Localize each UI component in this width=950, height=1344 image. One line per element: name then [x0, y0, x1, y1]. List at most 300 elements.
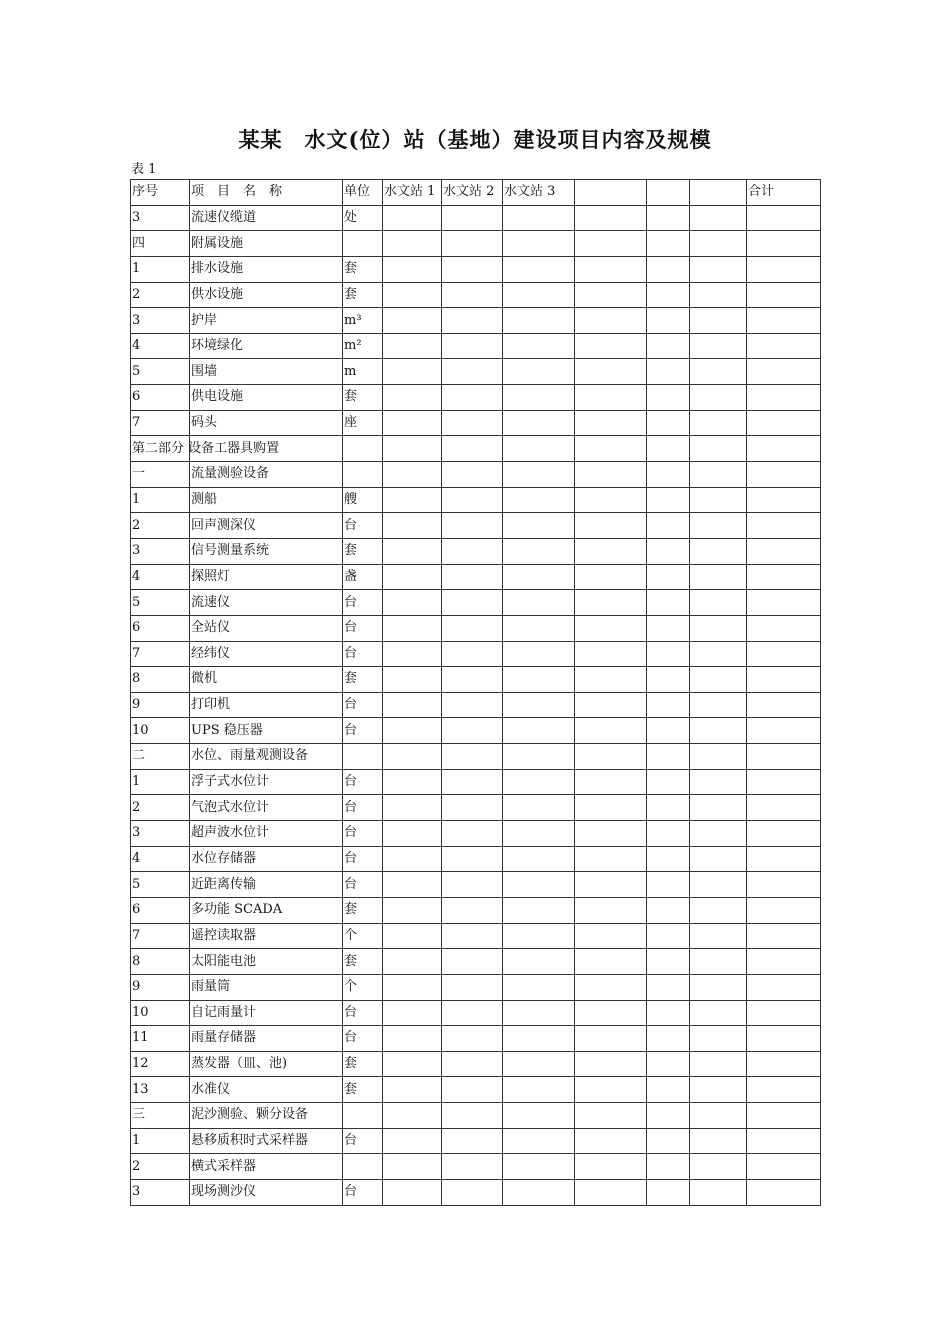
row-empty-cell	[690, 821, 747, 847]
row-index-cell: 6	[131, 385, 190, 411]
row-empty-cell	[575, 513, 647, 539]
row-empty-cell	[383, 744, 442, 770]
row-empty-cell	[442, 1128, 503, 1154]
row-name-cell: 水位存储器	[190, 846, 343, 872]
row-empty-cell	[690, 769, 747, 795]
row-empty-cell	[747, 1026, 821, 1052]
row-empty-cell	[690, 462, 747, 488]
row-empty-cell	[503, 1077, 575, 1103]
row-name-cell: 自记雨量计	[190, 1000, 343, 1026]
table-row	[131, 487, 821, 513]
table-row	[131, 1026, 821, 1052]
row-empty-cell	[383, 872, 442, 898]
row-empty-cell	[647, 667, 690, 693]
table-row	[131, 923, 821, 949]
header-cell-station-1: 水文站 1	[383, 180, 442, 206]
row-empty-cell	[647, 692, 690, 718]
table-row	[131, 1103, 821, 1129]
table-row	[131, 359, 821, 385]
row-empty-cell	[575, 333, 647, 359]
row-unit-cell: 套	[343, 1077, 383, 1103]
row-empty-cell	[690, 513, 747, 539]
row-empty-cell	[442, 692, 503, 718]
row-empty-cell	[442, 846, 503, 872]
row-index-cell: 7	[131, 410, 190, 436]
row-empty-cell	[575, 256, 647, 282]
row-empty-cell	[383, 1000, 442, 1026]
row-empty-cell	[690, 692, 747, 718]
row-empty-cell	[503, 641, 575, 667]
row-empty-cell	[747, 231, 821, 257]
row-empty-cell	[747, 1103, 821, 1129]
row-empty-cell	[647, 538, 690, 564]
row-index-cell: 1	[131, 1128, 190, 1154]
row-empty-cell	[383, 795, 442, 821]
row-empty-cell	[503, 795, 575, 821]
row-empty-cell	[383, 333, 442, 359]
row-unit-cell: 盏	[343, 564, 383, 590]
row-empty-cell	[647, 872, 690, 898]
row-empty-cell	[503, 949, 575, 975]
row-empty-cell	[575, 744, 647, 770]
row-empty-cell	[690, 1128, 747, 1154]
row-empty-cell	[747, 359, 821, 385]
row-empty-cell	[647, 1103, 690, 1129]
row-empty-cell	[442, 590, 503, 616]
row-empty-cell	[647, 564, 690, 590]
row-empty-cell	[575, 615, 647, 641]
row-empty-cell	[575, 487, 647, 513]
row-empty-cell	[647, 256, 690, 282]
row-empty-cell	[383, 615, 442, 641]
row-index-cell: 10	[131, 1000, 190, 1026]
row-empty-cell	[503, 513, 575, 539]
row-empty-cell	[503, 1026, 575, 1052]
row-empty-cell	[690, 744, 747, 770]
row-empty-cell	[747, 590, 821, 616]
table-body	[131, 180, 821, 1206]
row-empty-cell	[747, 333, 821, 359]
row-empty-cell	[647, 897, 690, 923]
table-row	[131, 1051, 821, 1077]
row-index-cell: 三	[131, 1103, 190, 1129]
row-empty-cell	[503, 872, 575, 898]
row-empty-cell	[647, 821, 690, 847]
row-empty-cell	[747, 410, 821, 436]
row-empty-cell	[690, 282, 747, 308]
row-empty-cell	[747, 385, 821, 411]
row-empty-cell	[503, 667, 575, 693]
row-name-cell: 超声波水位计	[190, 821, 343, 847]
row-empty-cell	[575, 385, 647, 411]
row-empty-cell	[442, 974, 503, 1000]
row-index-cell: 8	[131, 667, 190, 693]
row-unit-cell: 套	[343, 949, 383, 975]
row-empty-cell	[647, 846, 690, 872]
header-cell-index: 序号	[131, 180, 190, 206]
table-row	[131, 538, 821, 564]
row-empty-cell	[503, 769, 575, 795]
row-index-cell: 6	[131, 615, 190, 641]
row-name-cell: 流速仪缆道	[190, 205, 343, 231]
row-empty-cell	[690, 385, 747, 411]
row-empty-cell	[503, 231, 575, 257]
row-index-cell: 3	[131, 205, 190, 231]
row-unit-cell: 艘	[343, 487, 383, 513]
row-empty-cell	[442, 513, 503, 539]
row-unit-cell: 套	[343, 667, 383, 693]
row-empty-cell	[383, 564, 442, 590]
row-empty-cell	[747, 641, 821, 667]
row-unit-cell: 套	[343, 256, 383, 282]
row-empty-cell	[575, 436, 647, 462]
row-empty-cell	[690, 949, 747, 975]
row-empty-cell	[575, 974, 647, 1000]
row-index-cell: 3	[131, 1179, 190, 1205]
row-empty-cell	[383, 256, 442, 282]
row-empty-cell	[747, 667, 821, 693]
row-empty-cell	[383, 1179, 442, 1205]
row-empty-cell	[575, 949, 647, 975]
row-empty-cell	[503, 718, 575, 744]
row-empty-cell	[442, 487, 503, 513]
row-name-cell: 遥控读取器	[190, 923, 343, 949]
row-empty-cell	[575, 1154, 647, 1180]
row-index-cell: 4	[131, 564, 190, 590]
row-empty-cell	[383, 308, 442, 334]
row-name-cell: 测船	[190, 487, 343, 513]
row-empty-cell	[647, 1179, 690, 1205]
row-index-cell: 3	[131, 308, 190, 334]
row-empty-cell	[690, 615, 747, 641]
row-empty-cell	[690, 205, 747, 231]
row-unit-cell: 台	[343, 513, 383, 539]
row-empty-cell	[690, 897, 747, 923]
project-table	[130, 179, 821, 1206]
row-empty-cell	[575, 1179, 647, 1205]
row-empty-cell	[503, 359, 575, 385]
row-empty-cell	[690, 256, 747, 282]
row-empty-cell	[690, 1000, 747, 1026]
row-empty-cell	[647, 333, 690, 359]
row-empty-cell	[575, 897, 647, 923]
row-name-cell: 供水设施	[190, 282, 343, 308]
row-name-cell: 气泡式水位计	[190, 795, 343, 821]
header-cell-station-3: 水文站 3	[503, 180, 575, 206]
row-name-cell: 悬移质积时式采样器	[190, 1128, 343, 1154]
row-empty-cell	[647, 1128, 690, 1154]
row-empty-cell	[747, 795, 821, 821]
row-index-cell: 11	[131, 1026, 190, 1052]
row-empty-cell	[503, 1154, 575, 1180]
row-empty-cell	[690, 641, 747, 667]
row-name-cell: 泥沙测验、颗分设备	[190, 1103, 343, 1129]
row-index-cell: 2	[131, 795, 190, 821]
row-empty-cell	[503, 564, 575, 590]
row-unit-cell: 台	[343, 1128, 383, 1154]
row-empty-cell	[383, 538, 442, 564]
row-empty-cell	[383, 821, 442, 847]
header-cell-blank	[647, 180, 690, 206]
row-empty-cell	[442, 1051, 503, 1077]
row-empty-cell	[690, 795, 747, 821]
table-row	[131, 333, 821, 359]
row-empty-cell	[442, 1000, 503, 1026]
table-row	[131, 564, 821, 590]
row-empty-cell	[575, 1051, 647, 1077]
row-empty-cell	[575, 872, 647, 898]
row-empty-cell	[647, 410, 690, 436]
table-row	[131, 385, 821, 411]
row-empty-cell	[690, 333, 747, 359]
row-name-cell: 探照灯	[190, 564, 343, 590]
header-cell-unit: 单位	[343, 180, 383, 206]
row-empty-cell	[575, 538, 647, 564]
row-unit-cell: m³	[343, 308, 383, 334]
row-empty-cell	[747, 1051, 821, 1077]
row-name-cell: 浮子式水位计	[190, 769, 343, 795]
row-empty-cell	[690, 872, 747, 898]
row-empty-cell	[647, 590, 690, 616]
row-empty-cell	[503, 590, 575, 616]
row-empty-cell	[503, 1000, 575, 1026]
row-empty-cell	[647, 769, 690, 795]
row-name-cell: 近距离传输	[190, 872, 343, 898]
row-empty-cell	[647, 308, 690, 334]
table-row	[131, 769, 821, 795]
row-name-cell: 雨量存储器	[190, 1026, 343, 1052]
row-empty-cell	[383, 231, 442, 257]
row-empty-cell	[747, 718, 821, 744]
row-empty-cell	[747, 308, 821, 334]
row-empty-cell	[383, 359, 442, 385]
row-empty-cell	[690, 1179, 747, 1205]
row-empty-cell	[442, 359, 503, 385]
row-index-cell: 12	[131, 1051, 190, 1077]
row-index-cell: 9	[131, 974, 190, 1000]
table-row	[131, 231, 821, 257]
table-row	[131, 846, 821, 872]
row-empty-cell	[442, 769, 503, 795]
row-empty-cell	[747, 769, 821, 795]
table-row	[131, 256, 821, 282]
row-name-cell: 雨量筒	[190, 974, 343, 1000]
row-empty-cell	[747, 538, 821, 564]
row-empty-cell	[442, 795, 503, 821]
table-row	[131, 1128, 821, 1154]
row-index-cell: 四	[131, 231, 190, 257]
row-unit-cell: 个	[343, 923, 383, 949]
row-empty-cell	[503, 897, 575, 923]
row-empty-cell	[442, 718, 503, 744]
row-empty-cell	[647, 282, 690, 308]
row-empty-cell	[383, 949, 442, 975]
row-empty-cell	[690, 1051, 747, 1077]
row-unit-cell: m	[343, 359, 383, 385]
row-index-cell: 1	[131, 487, 190, 513]
row-empty-cell	[690, 308, 747, 334]
row-empty-cell	[575, 205, 647, 231]
row-empty-cell	[383, 487, 442, 513]
row-empty-cell	[383, 923, 442, 949]
row-empty-cell	[647, 462, 690, 488]
row-unit-cell: 套	[343, 897, 383, 923]
row-empty-cell	[442, 744, 503, 770]
table-row	[131, 436, 821, 462]
row-empty-cell	[383, 1154, 442, 1180]
row-empty-cell	[647, 436, 690, 462]
row-empty-cell	[690, 718, 747, 744]
row-empty-cell	[647, 231, 690, 257]
row-unit-cell: 台	[343, 692, 383, 718]
row-index-cell: 5	[131, 359, 190, 385]
row-empty-cell	[383, 590, 442, 616]
row-empty-cell	[747, 949, 821, 975]
table-row	[131, 821, 821, 847]
row-unit-cell: 座	[343, 410, 383, 436]
row-empty-cell	[647, 1077, 690, 1103]
row-empty-cell	[442, 949, 503, 975]
row-empty-cell	[442, 231, 503, 257]
row-index-cell: 6	[131, 897, 190, 923]
row-empty-cell	[503, 436, 575, 462]
row-empty-cell	[442, 1154, 503, 1180]
document-title: 某某 水文(位）站（基地）建设项目内容及规模	[238, 127, 712, 152]
row-empty-cell	[690, 1103, 747, 1129]
row-empty-cell	[383, 410, 442, 436]
row-unit-cell	[343, 1154, 383, 1180]
row-empty-cell	[442, 538, 503, 564]
row-empty-cell	[442, 872, 503, 898]
row-empty-cell	[503, 385, 575, 411]
row-name-cell: 水位、雨量观测设备	[190, 744, 343, 770]
row-empty-cell	[442, 1026, 503, 1052]
row-unit-cell: 台	[343, 718, 383, 744]
row-index-cell: 第二部分 设备工器具购置	[131, 436, 190, 462]
row-empty-cell	[747, 923, 821, 949]
row-empty-cell	[503, 410, 575, 436]
row-empty-cell	[747, 513, 821, 539]
row-empty-cell	[647, 359, 690, 385]
row-name-cell: 微机	[190, 667, 343, 693]
row-unit-cell: 台	[343, 821, 383, 847]
row-unit-cell: m²	[343, 333, 383, 359]
row-name-cell: 排水设施	[190, 256, 343, 282]
row-empty-cell	[575, 769, 647, 795]
row-unit-cell: 台	[343, 1000, 383, 1026]
row-name-cell: 水准仪	[190, 1077, 343, 1103]
table-row	[131, 744, 821, 770]
row-empty-cell	[690, 359, 747, 385]
row-empty-cell	[690, 1026, 747, 1052]
row-empty-cell	[442, 641, 503, 667]
row-empty-cell	[383, 205, 442, 231]
row-name-cell: 蒸发器（皿、池)	[190, 1051, 343, 1077]
row-empty-cell	[747, 692, 821, 718]
row-name-cell: 太阳能电池	[190, 949, 343, 975]
row-empty-cell	[747, 564, 821, 590]
row-empty-cell	[647, 744, 690, 770]
row-empty-cell	[747, 1179, 821, 1205]
row-unit-cell	[343, 1103, 383, 1129]
table-row	[131, 410, 821, 436]
row-unit-cell: 个	[343, 974, 383, 1000]
header-cell-blank	[575, 180, 647, 206]
table-row	[131, 513, 821, 539]
row-empty-cell	[690, 538, 747, 564]
row-empty-cell	[575, 1077, 647, 1103]
row-name-cell: 信号测量系统	[190, 538, 343, 564]
row-empty-cell	[442, 1103, 503, 1129]
row-index-cell: 5	[131, 590, 190, 616]
row-index-cell: 一	[131, 462, 190, 488]
table-row	[131, 462, 821, 488]
row-empty-cell	[747, 462, 821, 488]
table-row	[131, 1179, 821, 1205]
table-row	[131, 692, 821, 718]
header-cell-blank	[690, 180, 747, 206]
row-empty-cell	[647, 385, 690, 411]
row-empty-cell	[503, 744, 575, 770]
row-empty-cell	[575, 410, 647, 436]
row-name-cell: 环境绿化	[190, 333, 343, 359]
table-row	[131, 897, 821, 923]
row-empty-cell	[383, 436, 442, 462]
table-row	[131, 282, 821, 308]
row-empty-cell	[442, 282, 503, 308]
row-empty-cell	[575, 641, 647, 667]
row-empty-cell	[575, 462, 647, 488]
row-index-cell: 2	[131, 513, 190, 539]
row-empty-cell	[690, 923, 747, 949]
row-unit-cell	[343, 744, 383, 770]
row-empty-cell	[747, 282, 821, 308]
row-empty-cell	[575, 1026, 647, 1052]
row-empty-cell	[503, 462, 575, 488]
row-empty-cell	[747, 615, 821, 641]
row-unit-cell: 台	[343, 641, 383, 667]
table-row	[131, 974, 821, 1000]
row-empty-cell	[503, 205, 575, 231]
row-empty-cell	[383, 1128, 442, 1154]
table-row	[131, 718, 821, 744]
row-empty-cell	[747, 1154, 821, 1180]
row-empty-cell	[383, 718, 442, 744]
row-empty-cell	[503, 282, 575, 308]
row-unit-cell: 套	[343, 282, 383, 308]
table-header-row	[131, 180, 821, 206]
row-empty-cell	[503, 923, 575, 949]
row-index-cell: 8	[131, 949, 190, 975]
row-name-cell: 全站仪	[190, 615, 343, 641]
row-index-cell: 2	[131, 1154, 190, 1180]
row-name-cell: 多功能 SCADA	[190, 897, 343, 923]
row-empty-cell	[575, 923, 647, 949]
row-empty-cell	[383, 846, 442, 872]
row-empty-cell	[575, 821, 647, 847]
row-empty-cell	[442, 462, 503, 488]
row-index-cell: 13	[131, 1077, 190, 1103]
row-index-cell: 2	[131, 282, 190, 308]
row-name-cell: 流速仪	[190, 590, 343, 616]
row-empty-cell	[575, 308, 647, 334]
row-index-cell: 7	[131, 923, 190, 949]
row-unit-cell	[343, 231, 383, 257]
row-empty-cell	[647, 641, 690, 667]
row-empty-cell	[575, 282, 647, 308]
row-empty-cell	[383, 667, 442, 693]
table-row	[131, 667, 821, 693]
